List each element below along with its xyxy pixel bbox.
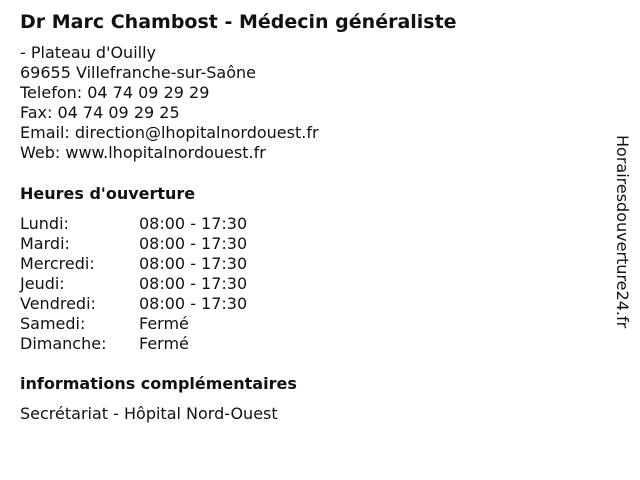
day-hours: Fermé (139, 334, 189, 353)
day-label: Mercredi: (20, 254, 95, 273)
address-block (20, 43, 319, 163)
day-hours: 08:00 - 17:30 (139, 254, 248, 273)
city-line: 69655 Villefranche-sur-Saône (20, 63, 257, 82)
day-hours: 08:00 - 17:30 (139, 294, 248, 313)
day-label: Lundi: (20, 214, 69, 233)
web-line: Web: www.lhopitalnordouest.fr (20, 143, 266, 162)
day-label: Jeudi: (20, 274, 65, 293)
email-line: Email: direction@lhopitalnordouest.fr (20, 123, 319, 142)
street-line: - Plateau d'Ouilly (20, 43, 156, 62)
site-watermark: Horairesdouverture24.fr (613, 135, 632, 329)
day-hours: 08:00 - 17:30 (139, 214, 248, 233)
day-label: Samedi: (20, 314, 86, 333)
day-label: Dimanche: (20, 334, 107, 353)
day-label: Vendredi: (20, 294, 96, 313)
fax-line: Fax: 04 74 09 29 25 (20, 103, 180, 122)
day-hours: Fermé (139, 314, 189, 333)
additional-info-heading: informations complémentaires (20, 374, 297, 393)
day-hours: 08:00 - 17:30 (139, 234, 248, 253)
additional-info-text: Secrétariat - Hôpital Nord-Ouest (20, 404, 278, 423)
day-label: Mardi: (20, 234, 70, 253)
opening-hours-heading: Heures d'ouverture (20, 184, 196, 203)
page-title: Dr Marc Chambost - Médecin généraliste (20, 11, 457, 33)
day-hours: 08:00 - 17:30 (139, 274, 248, 293)
phone-line: Telefon: 04 74 09 29 29 (20, 83, 210, 102)
